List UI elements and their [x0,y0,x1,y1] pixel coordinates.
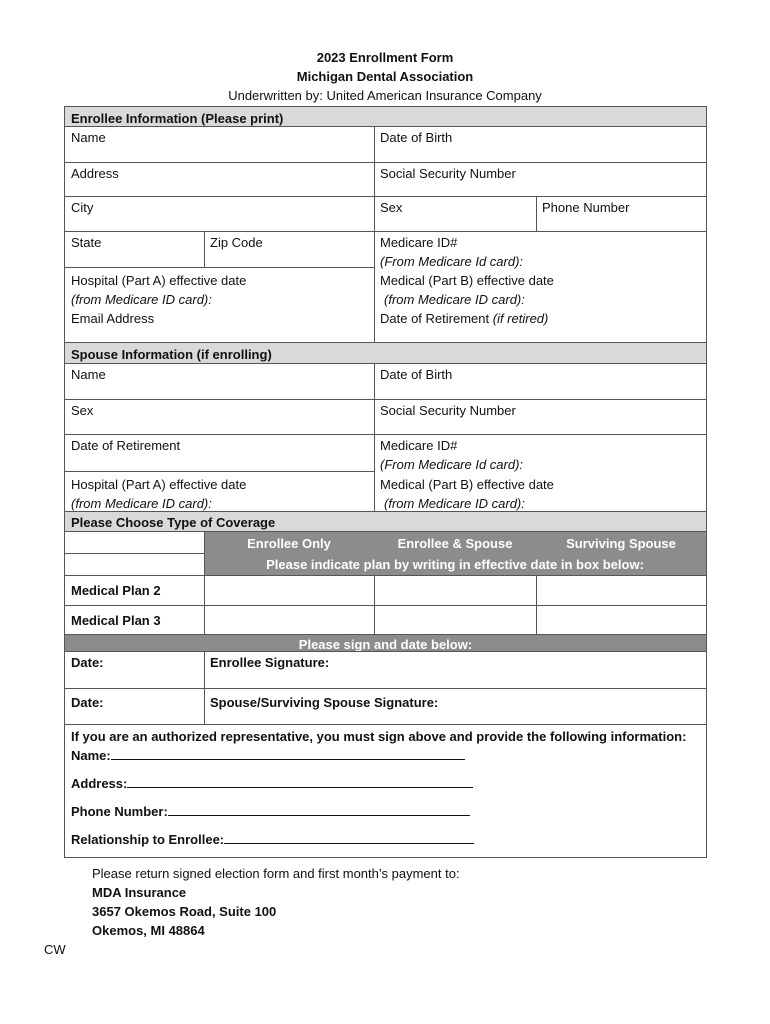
spouse-medicare-id-field[interactable] [374,434,706,476]
enrollee-dob-label: Date of Birth [380,130,453,145]
coverage-col-enrollee-spouse: Enrollee & Spouse [397,536,513,551]
divider [204,531,205,634]
enrollee-date-field[interactable] [65,651,204,688]
spouse-medical-field[interactable] [374,473,706,515]
enrollee-ssn-label: Social Security Number [380,166,516,181]
spouse-medical-note: (from Medicare ID card): [384,496,525,511]
representative-phone-label: Phone Number: [71,804,168,819]
representative-address-field[interactable] [65,772,479,795]
plan2-enrollee-only-box[interactable] [204,575,374,605]
divider [536,575,537,634]
divider [204,231,205,267]
enrollee-name-label: Name [71,130,106,145]
enrollee-medical-label: Medical (Part B) effective date [380,273,554,288]
return-company: MDA Insurance [92,885,187,900]
representative-relationship-label: Relationship to Enrollee: [71,832,225,847]
divider [204,651,205,724]
address-line [127,774,473,788]
enrollee-retirement-note: (if retired) [492,311,549,326]
representative-relationship-field[interactable] [65,828,480,851]
enrollee-zip-label: Zip Code [210,235,263,250]
spouse-heading: Spouse Information (if enrolling) [71,347,272,362]
return-city: Okemos, MI 48864 [92,923,205,938]
enrollee-sex-field[interactable] [374,196,536,231]
enrollee-hospital-note: (from Medicare ID card): [71,292,212,307]
enrollee-medical-field[interactable] [374,269,706,330]
signature-heading: Please sign and date below: [298,637,473,652]
enrollee-sex-label: Sex [380,200,403,215]
enrollee-address-field[interactable] [65,162,374,196]
spouse-ssn-label: Social Security Number [380,403,516,418]
enrollee-city-field[interactable] [65,196,374,231]
enrollee-signature-field[interactable] [204,651,706,688]
spouse-dob-label: Date of Birth [380,367,453,382]
spouse-hospital-note: (from Medicare ID card): [71,496,212,511]
enrollee-state-label: State [71,235,102,250]
representative-address-label: Address: [71,776,128,791]
enrollee-phone-label: Phone Number [542,200,630,215]
enrollee-medicare-id-label: Medicare ID# [380,235,458,250]
divider [65,553,204,554]
enrollee-phone-field[interactable] [536,196,706,231]
return-street: 3657 Okemos Road, Suite 100 [92,904,277,919]
coverage-col-surviving-spouse: Surviving Spouse [566,536,676,551]
enrollee-address-label: Address [71,166,119,181]
spouse-signature-label: Spouse/Surviving Spouse Signature: [210,695,439,710]
enrollee-city-label: City [71,200,94,215]
enrollee-name-field[interactable] [65,126,374,162]
spouse-medicare-id-label: Medicare ID# [380,438,458,453]
representative-name-field[interactable] [65,744,471,767]
enrollee-dob-field[interactable] [374,126,706,162]
spouse-hospital-label: Hospital (Part A) effective date [71,477,247,492]
medical-plan-2-label: Medical Plan 2 [71,583,161,598]
coverage-col-enrollee-only: Enrollee Only [247,536,331,551]
form-header [0,48,770,105]
enrollment-form [64,106,707,858]
enrollee-medicare-id-note: (From Medicare Id card): [380,254,524,269]
corner-code: CW [44,942,66,957]
underwriter-line: Underwritten by: United American Insurance Company [228,88,542,103]
spouse-medical-label: Medical (Part B) effective date [380,477,554,492]
enrollee-zip-field[interactable] [204,231,374,254]
divider [374,575,375,634]
enrollee-state-field[interactable] [65,231,204,254]
medical-plan-3-label: Medical Plan 3 [71,613,161,628]
name-line [111,746,465,760]
enrollee-medical-note: (from Medicare ID card): [384,292,525,307]
plan3-enrollee-only-box[interactable] [204,605,374,634]
form-title: 2023 Enrollment Form [316,50,454,65]
divider [536,196,537,231]
divider [374,363,375,511]
spouse-date-field[interactable] [65,688,204,724]
return-instructions [92,864,460,940]
enrollee-retirement-field [380,309,700,328]
enrollee-retirement-label: Date of Retirement [380,311,490,326]
spouse-name-field[interactable] [65,363,374,399]
coverage-heading: Please Choose Type of Coverage [71,515,276,530]
representative-name-label: Name: [71,748,111,763]
enrollee-heading: Enrollee Information (Please print) [71,111,284,126]
enrollee-ssn-field[interactable] [374,162,706,196]
plan2-surviving-spouse-box[interactable] [536,575,706,605]
spouse-dob-field[interactable] [374,363,706,399]
enrollee-date-label: Date: [71,655,104,670]
divider [374,126,375,342]
spouse-hospital-field[interactable] [65,473,374,515]
plan2-enrollee-spouse-box[interactable] [374,575,536,605]
return-instruction-text: Please return signed election form and first month’s payment to: [92,866,460,881]
spouse-name-label: Name [71,367,106,382]
phone-line [168,802,470,816]
spouse-medicare-id-note: (From Medicare Id card): [380,457,524,472]
spouse-retirement-label: Date of Retirement [71,438,181,453]
divider [65,471,374,472]
enrollee-signature-label: Enrollee Signature: [210,655,330,670]
spouse-ssn-field[interactable] [374,399,706,434]
enrollee-email-label: Email Address [71,311,155,326]
plan3-surviving-spouse-box[interactable] [536,605,706,634]
spouse-retirement-field[interactable] [65,434,374,457]
representative-intro: If you are an authorized representative, you must sign above and provide the following information: [71,729,687,744]
organization-name: Michigan Dental Association [296,69,474,84]
relationship-line [224,830,474,844]
spouse-sex-field[interactable] [65,399,374,434]
spouse-date-label: Date: [71,695,104,710]
divider [65,267,374,268]
plan3-enrollee-spouse-box[interactable] [374,605,536,634]
coverage-instruction: Please indicate plan by writing in effective date in box below: [266,557,644,572]
representative-phone-field[interactable] [65,800,476,823]
enrollee-medicare-id-field[interactable] [374,231,706,273]
spouse-signature-field[interactable] [204,688,706,724]
spouse-sex-label: Sex [71,403,94,418]
enrollee-hospital-field[interactable] [65,269,374,330]
enrollee-hospital-label: Hospital (Part A) effective date [71,273,247,288]
